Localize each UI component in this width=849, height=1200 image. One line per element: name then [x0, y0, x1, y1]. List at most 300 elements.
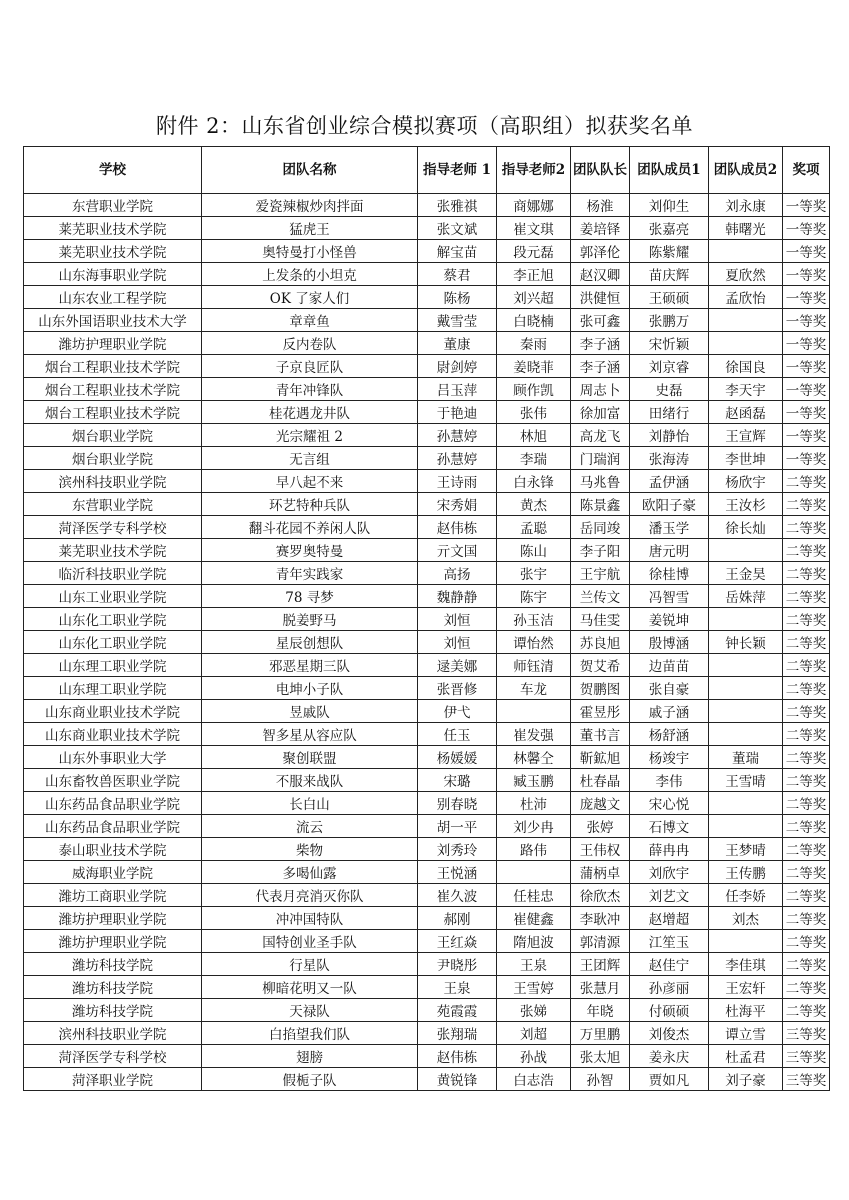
team-name-cell: 光宗耀祖 2 [202, 424, 418, 447]
school-cell: 莱芜职业技术学院 [24, 217, 202, 240]
captain-cell: 李子阳 [571, 539, 630, 562]
member-2-cell [709, 700, 783, 723]
member-2-cell: 孟欣怡 [709, 286, 783, 309]
advisor-2-cell: 王雪婷 [497, 976, 571, 999]
advisor-1-cell: 张晋修 [418, 677, 497, 700]
award-cell: 二等奖 [783, 884, 830, 907]
member-2-cell [709, 654, 783, 677]
team-name-cell: 昱戚队 [202, 700, 418, 723]
advisor-2-cell: 李正旭 [497, 263, 571, 286]
member-1-cell: 张自豪 [630, 677, 709, 700]
captain-cell: 王伟权 [571, 838, 630, 861]
school-cell: 山东工业职业学院 [24, 585, 202, 608]
captain-cell: 李子涵 [571, 355, 630, 378]
team-name-cell: 早八起不来 [202, 470, 418, 493]
school-cell: 山东商业职业技术学院 [24, 723, 202, 746]
member-2-cell [709, 930, 783, 953]
school-cell: 烟台职业学院 [24, 447, 202, 470]
team-name-cell: 柳暗花明又一队 [202, 976, 418, 999]
school-cell: 山东理工职业学院 [24, 677, 202, 700]
award-cell: 二等奖 [783, 562, 830, 585]
captain-cell: 姜培铎 [571, 217, 630, 240]
advisor-1-cell: 张文斌 [418, 217, 497, 240]
advisor-2-cell: 崔文琪 [497, 217, 571, 240]
award-cell: 一等奖 [783, 355, 830, 378]
member-2-cell [709, 677, 783, 700]
member-1-cell: 张海涛 [630, 447, 709, 470]
member-2-cell: 李天宇 [709, 378, 783, 401]
award-cell: 一等奖 [783, 401, 830, 424]
advisor-1-cell: 尹晓彤 [418, 953, 497, 976]
member-1-cell: 徐桂博 [630, 562, 709, 585]
advisor-1-cell: 王泉 [418, 976, 497, 999]
member-2-cell: 李世坤 [709, 447, 783, 470]
school-cell: 滨州科技职业学院 [24, 1022, 202, 1045]
advisor-1-cell: 宋璐 [418, 769, 497, 792]
member-2-cell: 岳姝萍 [709, 585, 783, 608]
member-1-cell: 宋心悦 [630, 792, 709, 815]
member-1-cell: 姜永庆 [630, 1045, 709, 1068]
team-name-cell: 不服来战队 [202, 769, 418, 792]
advisor-2-cell: 王泉 [497, 953, 571, 976]
member-2-cell: 赵函磊 [709, 401, 783, 424]
member-2-cell [709, 539, 783, 562]
member-1-cell: 冯智雪 [630, 585, 709, 608]
school-cell: 山东畜牧兽医职业学院 [24, 769, 202, 792]
captain-cell: 董书言 [571, 723, 630, 746]
member-2-cell [709, 723, 783, 746]
advisor-2-cell: 白永锋 [497, 470, 571, 493]
captain-cell: 张婷 [571, 815, 630, 838]
member-2-cell: 夏欣然 [709, 263, 783, 286]
member-1-cell: 石博文 [630, 815, 709, 838]
school-cell: 菏泽医学专科学校 [24, 516, 202, 539]
school-cell: 烟台工程职业技术学院 [24, 401, 202, 424]
advisor-1-cell: 别春晓 [418, 792, 497, 815]
member-2-cell: 杨欣宇 [709, 470, 783, 493]
member-1-cell: 付硕硕 [630, 999, 709, 1022]
member-2-cell: 刘杰 [709, 907, 783, 930]
member-1-cell: 杨舒涵 [630, 723, 709, 746]
table-row [24, 930, 830, 953]
table-row [24, 1068, 830, 1091]
advisor-1-cell: 戴雪莹 [418, 309, 497, 332]
school-cell: 潍坊科技学院 [24, 976, 202, 999]
advisor-1-cell: 刘秀玲 [418, 838, 497, 861]
school-cell: 东营职业学院 [24, 493, 202, 516]
member-1-cell: 陈紫耀 [630, 240, 709, 263]
advisor-2-cell [497, 861, 571, 884]
advisor-2-cell: 车龙 [497, 677, 571, 700]
advisor-2-cell: 黄杰 [497, 493, 571, 516]
team-name-cell: 青年冲锋队 [202, 378, 418, 401]
advisor-2-cell: 臧玉鹏 [497, 769, 571, 792]
member-1-cell: 孟伊涵 [630, 470, 709, 493]
page-title: 附件 2：山东省创业综合模拟赛项（高职组）拟获奖名单 [155, 114, 694, 138]
advisor-2-cell: 刘兴超 [497, 286, 571, 309]
award-cell: 一等奖 [783, 447, 830, 470]
member-1-cell: 刘仰生 [630, 194, 709, 217]
advisor-1-cell: 张翔瑞 [418, 1022, 497, 1045]
team-name-cell: 冲冲国特队 [202, 907, 418, 930]
member-1-cell: 刘欣宇 [630, 861, 709, 884]
advisor-1-cell: 苑霞霞 [418, 999, 497, 1022]
table-row [24, 401, 830, 424]
member-2-cell: 徐国良 [709, 355, 783, 378]
member-2-cell: 董瑞 [709, 746, 783, 769]
team-name-cell: 青年实践家 [202, 562, 418, 585]
member-2-cell: 杜海平 [709, 999, 783, 1022]
team-name-cell: 行星队 [202, 953, 418, 976]
school-cell: 菏泽医学专科学校 [24, 1045, 202, 1068]
team-name-cell: 流云 [202, 815, 418, 838]
member-2-cell: 王汝杉 [709, 493, 783, 516]
member-1-cell: 赵增超 [630, 907, 709, 930]
advisor-1-cell: 刘恒 [418, 631, 497, 654]
captain-cell: 贺鹏图 [571, 677, 630, 700]
member-1-cell: 薛冉冉 [630, 838, 709, 861]
table-row [24, 1022, 830, 1045]
captain-cell: 陈景鑫 [571, 493, 630, 516]
advisor-2-cell: 张宇 [497, 562, 571, 585]
award-cell: 二等奖 [783, 792, 830, 815]
table-row [24, 654, 830, 677]
captain-cell: 张可鑫 [571, 309, 630, 332]
school-cell: 威海职业学院 [24, 861, 202, 884]
advisor-2-cell: 姜晓菲 [497, 355, 571, 378]
advisor-1-cell: 解宝苗 [418, 240, 497, 263]
captain-cell: 霍昱彤 [571, 700, 630, 723]
table-row [24, 953, 830, 976]
school-cell: 临沂科技职业学院 [24, 562, 202, 585]
team-name-cell: 78 寻梦 [202, 585, 418, 608]
advisor-1-cell: 董康 [418, 332, 497, 355]
team-name-cell: 上发条的小坦克 [202, 263, 418, 286]
table-row [24, 608, 830, 631]
advisor-2-cell: 崔健鑫 [497, 907, 571, 930]
award-cell: 一等奖 [783, 378, 830, 401]
team-name-cell: 电坤小子队 [202, 677, 418, 700]
captain-cell: 赵汉卿 [571, 263, 630, 286]
table-row [24, 424, 830, 447]
member-2-cell: 王金昊 [709, 562, 783, 585]
award-cell: 二等奖 [783, 930, 830, 953]
captain-cell: 年晓 [571, 999, 630, 1022]
advisor-2-cell: 路伟 [497, 838, 571, 861]
advisor-2-cell: 陈山 [497, 539, 571, 562]
advisor-2-cell: 刘超 [497, 1022, 571, 1045]
team-name-cell: 爱瓷辣椒炒肉拌面 [202, 194, 418, 217]
member-1-cell: 刘静怡 [630, 424, 709, 447]
advisor-1-cell: 胡一平 [418, 815, 497, 838]
school-cell: 山东化工职业学院 [24, 608, 202, 631]
school-cell: 山东农业工程学院 [24, 286, 202, 309]
school-cell: 潍坊护理职业学院 [24, 930, 202, 953]
award-cell: 二等奖 [783, 769, 830, 792]
team-name-cell: 假栀子队 [202, 1068, 418, 1091]
member-2-cell: 刘子豪 [709, 1068, 783, 1091]
advisor-2-cell: 商娜娜 [497, 194, 571, 217]
award-cell: 二等奖 [783, 585, 830, 608]
member-1-cell: 贾如凡 [630, 1068, 709, 1091]
advisor-2-cell: 白志浩 [497, 1068, 571, 1091]
advisor-1-cell: 伊弋 [418, 700, 497, 723]
award-cell: 一等奖 [783, 194, 830, 217]
table-row [24, 562, 830, 585]
member-1-cell: 王硕硕 [630, 286, 709, 309]
school-cell: 莱芜职业技术学院 [24, 240, 202, 263]
team-name-cell: 天禄队 [202, 999, 418, 1022]
school-cell: 潍坊科技学院 [24, 999, 202, 1022]
team-name-cell: 无言组 [202, 447, 418, 470]
table-row [24, 631, 830, 654]
table-row [24, 815, 830, 838]
captain-cell: 张太旭 [571, 1045, 630, 1068]
member-2-cell: 杜孟君 [709, 1045, 783, 1068]
advisor-2-cell: 顾作凯 [497, 378, 571, 401]
advisor-2-cell [497, 700, 571, 723]
advisor-2-cell: 段元磊 [497, 240, 571, 263]
award-cell: 二等奖 [783, 539, 830, 562]
member-2-cell [709, 332, 783, 355]
award-cell: 二等奖 [783, 493, 830, 516]
award-cell: 二等奖 [783, 861, 830, 884]
member-2-cell [709, 309, 783, 332]
team-name-cell: 白掐望我们队 [202, 1022, 418, 1045]
advisor-2-cell: 孟聪 [497, 516, 571, 539]
school-cell: 滨州科技职业学院 [24, 470, 202, 493]
advisor-1-cell: 高扬 [418, 562, 497, 585]
captain-cell: 张慧月 [571, 976, 630, 999]
team-name-cell: 猛虎王 [202, 217, 418, 240]
table-row [24, 447, 830, 470]
award-cell: 一等奖 [783, 240, 830, 263]
team-name-cell: 翻斗花园不养闲人队 [202, 516, 418, 539]
member-1-cell: 殷博涵 [630, 631, 709, 654]
award-cell: 三等奖 [783, 1068, 830, 1091]
school-cell: 山东商业职业技术学院 [24, 700, 202, 723]
member-1-cell: 史磊 [630, 378, 709, 401]
team-name-cell: 奥特曼打小怪兽 [202, 240, 418, 263]
table-row [24, 309, 830, 332]
award-cell: 二等奖 [783, 516, 830, 539]
advisor-2-cell: 刘少冉 [497, 815, 571, 838]
captain-cell: 岳同竣 [571, 516, 630, 539]
captain-cell: 郭泽伦 [571, 240, 630, 263]
captain-cell: 兰传文 [571, 585, 630, 608]
member-1-cell: 刘京睿 [630, 355, 709, 378]
table-row [24, 286, 830, 309]
member-1-cell: 李伟 [630, 769, 709, 792]
advisor-2-cell: 师钰清 [497, 654, 571, 677]
advisor-1-cell: 王红焱 [418, 930, 497, 953]
member-2-cell: 钟长颖 [709, 631, 783, 654]
member-1-cell: 张鹏万 [630, 309, 709, 332]
advisor-2-cell: 孙玉洁 [497, 608, 571, 631]
captain-cell: 王团辉 [571, 953, 630, 976]
captain-cell: 徐加富 [571, 401, 630, 424]
table-row [24, 240, 830, 263]
award-cell: 二等奖 [783, 654, 830, 677]
school-cell: 东营职业学院 [24, 194, 202, 217]
advisor-1-cell: 宋秀娟 [418, 493, 497, 516]
member-2-cell [709, 240, 783, 263]
award-cell: 二等奖 [783, 723, 830, 746]
member-1-cell: 宋忻颖 [630, 332, 709, 355]
advisor-1-cell: 亓文国 [418, 539, 497, 562]
advisor-1-cell: 尉剑婷 [418, 355, 497, 378]
advisor-2-cell: 张伟 [497, 401, 571, 424]
award-cell: 三等奖 [783, 1045, 830, 1068]
table-row [24, 976, 830, 999]
table-row [24, 677, 830, 700]
award-cell: 二等奖 [783, 631, 830, 654]
table-header-row [24, 147, 830, 194]
table-row [24, 217, 830, 240]
table-row [24, 263, 830, 286]
captain-cell: 杜春晶 [571, 769, 630, 792]
advisor-2-cell: 谭怡然 [497, 631, 571, 654]
member-1-cell: 刘俊杰 [630, 1022, 709, 1045]
advisor-2-cell: 孙战 [497, 1045, 571, 1068]
header-advisor-2: 指导老师2 [497, 147, 571, 194]
school-cell: 烟台工程职业技术学院 [24, 378, 202, 401]
advisor-1-cell: 王悦涵 [418, 861, 497, 884]
advisor-2-cell: 林馨仝 [497, 746, 571, 769]
team-name-cell: 环艺特种兵队 [202, 493, 418, 516]
school-cell: 山东外国语职业技术大学 [24, 309, 202, 332]
table-row [24, 700, 830, 723]
member-1-cell: 田绪行 [630, 401, 709, 424]
table-row [24, 493, 830, 516]
table-row [24, 539, 830, 562]
captain-cell: 门瑞润 [571, 447, 630, 470]
advisor-1-cell: 张雅祺 [418, 194, 497, 217]
advisor-1-cell: 于艳迪 [418, 401, 497, 424]
school-cell: 山东海事职业学院 [24, 263, 202, 286]
school-cell: 菏泽职业学院 [24, 1068, 202, 1091]
award-cell: 二等奖 [783, 746, 830, 769]
team-name-cell: 长白山 [202, 792, 418, 815]
advisor-1-cell: 崔久波 [418, 884, 497, 907]
member-1-cell: 边苗苗 [630, 654, 709, 677]
advisor-1-cell: 王诗雨 [418, 470, 497, 493]
member-2-cell: 任李娇 [709, 884, 783, 907]
member-2-cell: 王传鹏 [709, 861, 783, 884]
school-cell: 山东外事职业大学 [24, 746, 202, 769]
advisor-2-cell: 林旭 [497, 424, 571, 447]
table-row [24, 861, 830, 884]
captain-cell: 靳鉱旭 [571, 746, 630, 769]
captain-cell: 徐欣杰 [571, 884, 630, 907]
member-1-cell: 赵佳宁 [630, 953, 709, 976]
school-cell: 烟台工程职业技术学院 [24, 355, 202, 378]
header-member-1: 团队成员1 [630, 147, 709, 194]
team-name-cell: 邪恶星期三队 [202, 654, 418, 677]
team-name-cell: 国特创业圣手队 [202, 930, 418, 953]
advisor-2-cell: 秦雨 [497, 332, 571, 355]
table-row [24, 332, 830, 355]
member-2-cell: 谭立雪 [709, 1022, 783, 1045]
member-2-cell: 李佳琪 [709, 953, 783, 976]
advisor-1-cell: 刘恒 [418, 608, 497, 631]
team-name-cell: 桂花遇龙井队 [202, 401, 418, 424]
table-body [24, 194, 830, 1091]
advisor-2-cell: 崔发强 [497, 723, 571, 746]
member-2-cell: 王宣辉 [709, 424, 783, 447]
table-row [24, 792, 830, 815]
team-name-cell: 柴物 [202, 838, 418, 861]
team-name-cell: 代表月亮消灭你队 [202, 884, 418, 907]
captain-cell: 孙智 [571, 1068, 630, 1091]
table-row [24, 746, 830, 769]
member-2-cell: 韩曙光 [709, 217, 783, 240]
team-name-cell: 反内卷队 [202, 332, 418, 355]
team-name-cell: 翅膀 [202, 1045, 418, 1068]
team-name-cell: 子京良匠队 [202, 355, 418, 378]
captain-cell: 贺艾希 [571, 654, 630, 677]
member-2-cell: 王宏轩 [709, 976, 783, 999]
award-cell: 一等奖 [783, 286, 830, 309]
advisor-1-cell: 赵伟栋 [418, 516, 497, 539]
team-name-cell: 多喝仙露 [202, 861, 418, 884]
table-row [24, 838, 830, 861]
team-name-cell: 脱姜野马 [202, 608, 418, 631]
school-cell: 潍坊护理职业学院 [24, 907, 202, 930]
member-2-cell: 王雪晴 [709, 769, 783, 792]
advisor-1-cell: 赵伟栋 [418, 1045, 497, 1068]
award-cell: 一等奖 [783, 332, 830, 355]
member-1-cell: 戚子涵 [630, 700, 709, 723]
team-name-cell: 章章鱼 [202, 309, 418, 332]
captain-cell: 洪健恒 [571, 286, 630, 309]
table-row [24, 999, 830, 1022]
team-name-cell: 聚创联盟 [202, 746, 418, 769]
member-2-cell: 王梦晴 [709, 838, 783, 861]
advisor-2-cell: 白晓楠 [497, 309, 571, 332]
table-row [24, 470, 830, 493]
captain-cell: 万里鹏 [571, 1022, 630, 1045]
school-cell: 山东化工职业学院 [24, 631, 202, 654]
member-1-cell: 杨竣宇 [630, 746, 709, 769]
member-1-cell: 孙彦丽 [630, 976, 709, 999]
school-cell: 潍坊护理职业学院 [24, 332, 202, 355]
award-cell: 二等奖 [783, 815, 830, 838]
member-1-cell: 潘玉学 [630, 516, 709, 539]
advisor-2-cell: 陈宇 [497, 585, 571, 608]
header-member-2: 团队成员2 [709, 147, 783, 194]
school-cell: 山东理工职业学院 [24, 654, 202, 677]
header-advisor-1: 指导老师 1 [418, 147, 497, 194]
table-row [24, 355, 830, 378]
table-row [24, 884, 830, 907]
award-cell: 二等奖 [783, 838, 830, 861]
award-cell: 一等奖 [783, 424, 830, 447]
school-cell: 潍坊工商职业学院 [24, 884, 202, 907]
award-cell: 三等奖 [783, 1022, 830, 1045]
table-row [24, 907, 830, 930]
advisor-1-cell: 任玉 [418, 723, 497, 746]
member-2-cell [709, 608, 783, 631]
advisor-1-cell: 孙慧婷 [418, 447, 497, 470]
award-cell: 二等奖 [783, 700, 830, 723]
table-row [24, 378, 830, 401]
member-2-cell: 徐长灿 [709, 516, 783, 539]
member-1-cell: 张嘉亮 [630, 217, 709, 240]
member-1-cell: 苗庆辉 [630, 263, 709, 286]
team-name-cell: OK 了家人们 [202, 286, 418, 309]
award-cell: 二等奖 [783, 999, 830, 1022]
